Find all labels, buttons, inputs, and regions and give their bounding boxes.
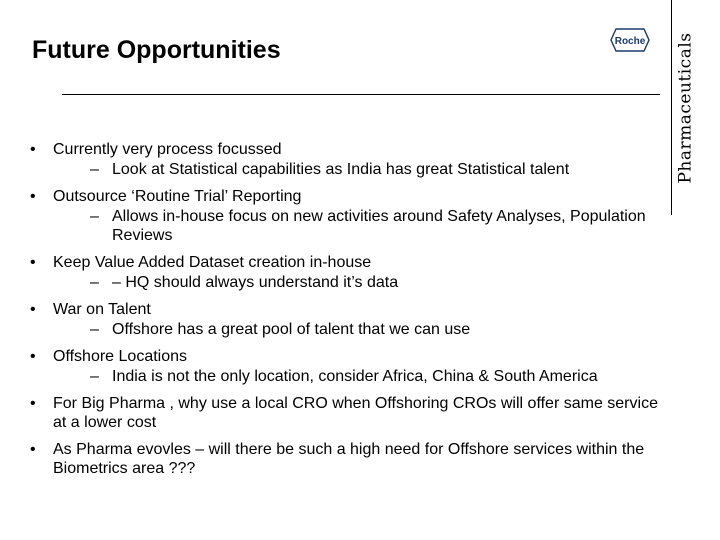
bullet-text: Offshore Locations xyxy=(53,348,188,365)
bullet-text: Outsource ‘Routine Trial’ Reporting xyxy=(53,188,302,205)
sub-bullet xyxy=(53,273,670,292)
sub-bullet-marker: – xyxy=(90,274,99,291)
sub-bullet-text: Offshore has a great pool of talent that we can use xyxy=(112,321,471,338)
sub-bullet xyxy=(53,320,670,339)
roche-logo-text: Roche xyxy=(614,36,646,47)
sub-bullet-text: – HQ should always understand it’s data xyxy=(112,274,399,291)
bullet-marker: • xyxy=(30,141,36,158)
pharmaceuticals-label xyxy=(671,0,700,215)
bullet-item xyxy=(30,394,670,432)
bullet-marker: • xyxy=(30,441,36,458)
sub-bullet xyxy=(53,160,670,179)
sub-bullet-text: India is not the only location, consider Africa, China & South America xyxy=(112,368,598,385)
sub-bullet-marker: – xyxy=(90,161,99,178)
bullet-item xyxy=(30,300,670,339)
bullet-text: Keep Value Added Dataset creation in-house xyxy=(53,254,372,271)
bullet-item xyxy=(30,440,670,478)
bullet-marker: • xyxy=(30,395,36,412)
bullet-list xyxy=(30,140,670,486)
sub-bullet-text: Allows in-house focus on new activities around Safety Analyses, Population Reviews xyxy=(112,208,646,244)
bullet-item xyxy=(30,187,670,245)
sub-bullet-marker: – xyxy=(90,208,99,225)
bullet-marker: • xyxy=(30,188,36,205)
bullet-text: Currently very process focussed xyxy=(53,141,282,158)
bullet-text: As Pharma evovles – will there be such a high need for Offshore services within the Biometrics area ??? xyxy=(53,441,645,477)
sub-bullet xyxy=(53,207,670,245)
bullet-item xyxy=(30,347,670,386)
sub-bullet-marker: – xyxy=(90,321,99,338)
sub-bullet-text: Look at Statistical capabilities as India has great Statistical talent xyxy=(112,161,570,178)
sub-bullet xyxy=(53,367,670,386)
sub-bullet-marker: – xyxy=(90,368,99,385)
bullet-text: For Big Pharma , why use a local CRO when Offshoring CROs will offer same service at a lower cost xyxy=(53,395,658,431)
title-divider xyxy=(62,94,660,95)
bullet-marker: • xyxy=(30,348,36,365)
bullet-marker: • xyxy=(30,254,36,271)
bullet-item xyxy=(30,253,670,292)
bullet-text: War on Talent xyxy=(53,301,151,318)
bullet-marker: • xyxy=(30,301,36,318)
bullet-item xyxy=(30,140,670,179)
pharmaceuticals-text: Pharmaceuticals xyxy=(676,31,696,184)
roche-logo xyxy=(610,28,650,52)
slide-title: Future Opportunities xyxy=(32,36,281,64)
